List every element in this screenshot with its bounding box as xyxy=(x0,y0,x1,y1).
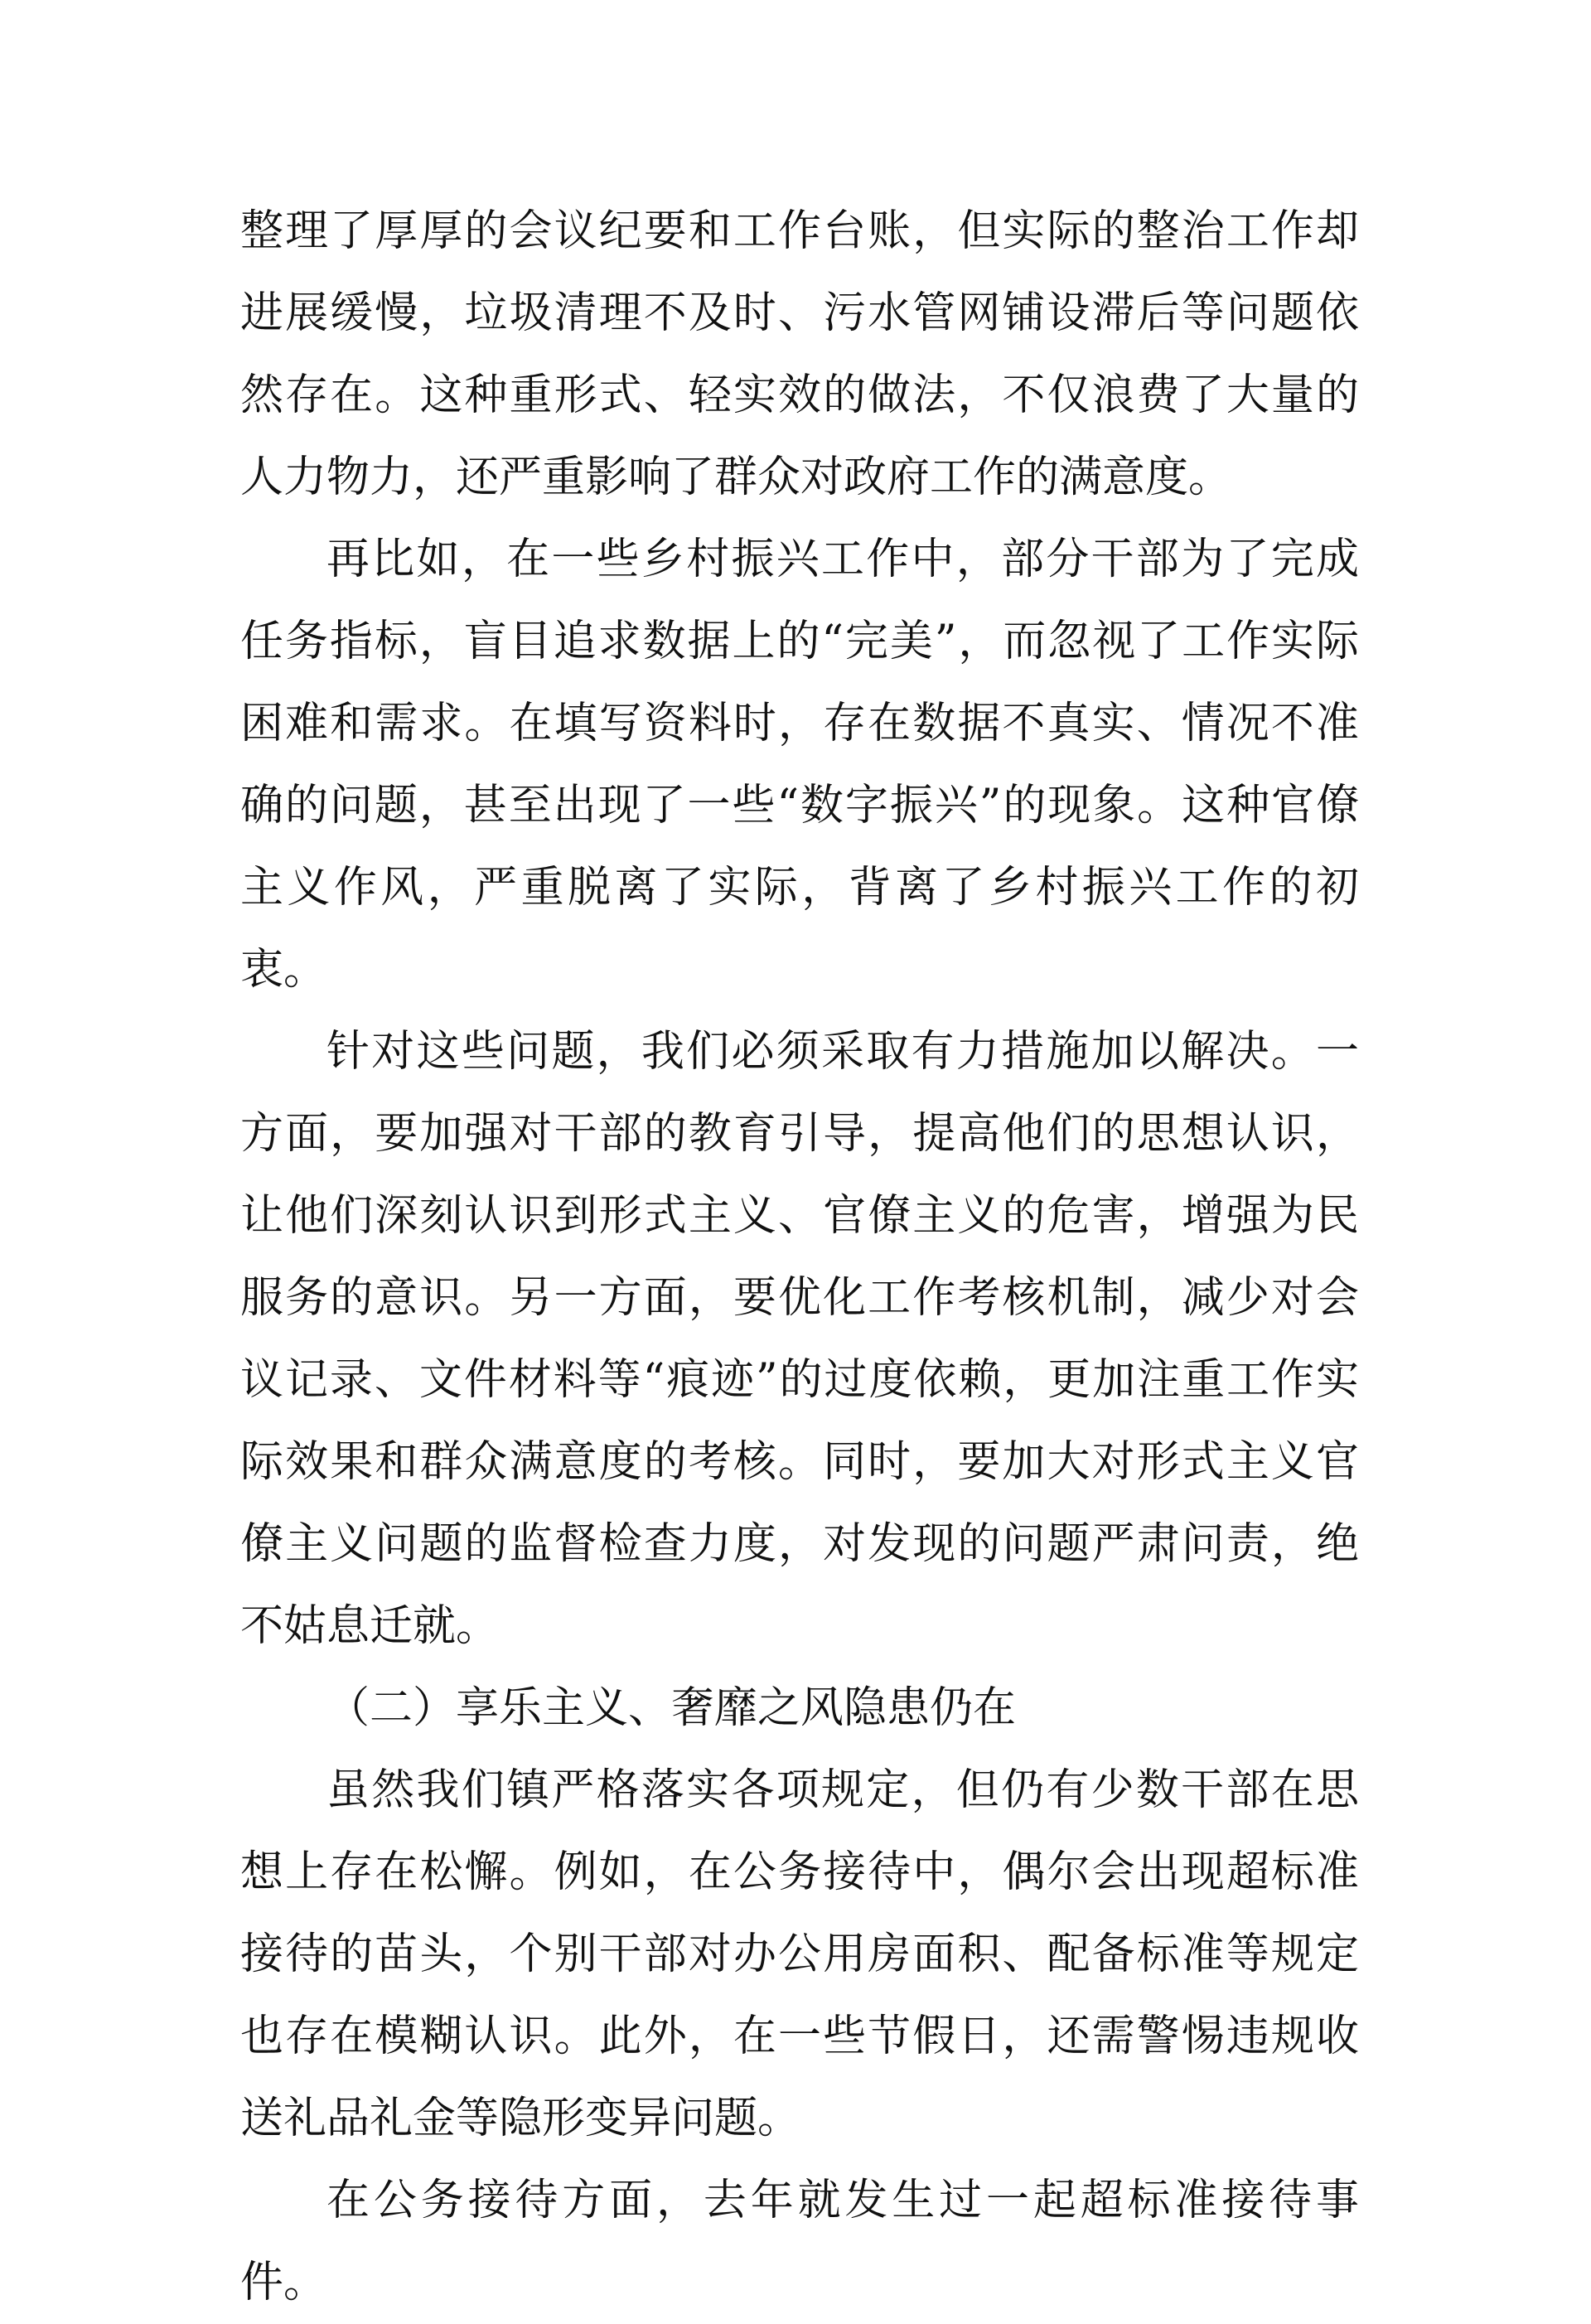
paragraph-measures: 针对这些问题，我们必须采取有力措施加以解决。一方面，要加强对干部的教育引导，提高他们的思想认识，让他们深刻认识到形式主义、官僚主义的危害，增强为民服务的意识。另一方面，要优化工作考核机制，减少对会议记录、文件材料等“痕迹”的过度依赖，更加注重工作实际效果和群众满意度的考核。同时，要加大对形式主义官僚主义问题的监督检查力度，对发现的问题严肃问责，绝不姑息迁就。 xyxy=(240,1027,1359,1651)
document-body xyxy=(240,191,1359,2324)
paragraph-rural-revitalization: 再比如，在一些乡村振兴工作中，部分干部为了完成任务指标，盲目追求数据上的“完美”，而忽视了工作实际困难和需求。在填写资料时，存在数据不真实、情况不准确的问题，甚至出现了一些“数字振兴”的现象。这种官僚主义作风，严重脱离了实际，背离了乡村振兴工作的初衷。 xyxy=(240,535,1359,995)
section-heading: （二）享乐主义、奢靡之风隐患仍在 xyxy=(326,1683,1017,1733)
paragraph-hedonism: 虽然我们镇严格落实各项规定，但仍有少数干部在思想上存在松懈。例如，在公务接待中，偶尔会出现超标准接待的苗头，个别干部对办公用房面积、配备标准等规定也存在模糊认识。此外，在一些节假日，还需警惕违规收送礼品礼金等隐形变异问题。 xyxy=(240,1765,1359,2143)
paragraph-official-reception: 在公务接待方面，去年就发生过一起超标准接待事件。 xyxy=(240,2176,1359,2307)
paragraph-continued: 整理了厚厚的会议纪要和工作台账，但实际的整治工作却进展缓慢，垃圾清理不及时、污水管网铺设滞后等问题依然存在。这种重形式、轻实效的做法，不仅浪费了大量的人力物力，还严重影响了群众对政府工作的满意度。 xyxy=(240,206,1359,502)
